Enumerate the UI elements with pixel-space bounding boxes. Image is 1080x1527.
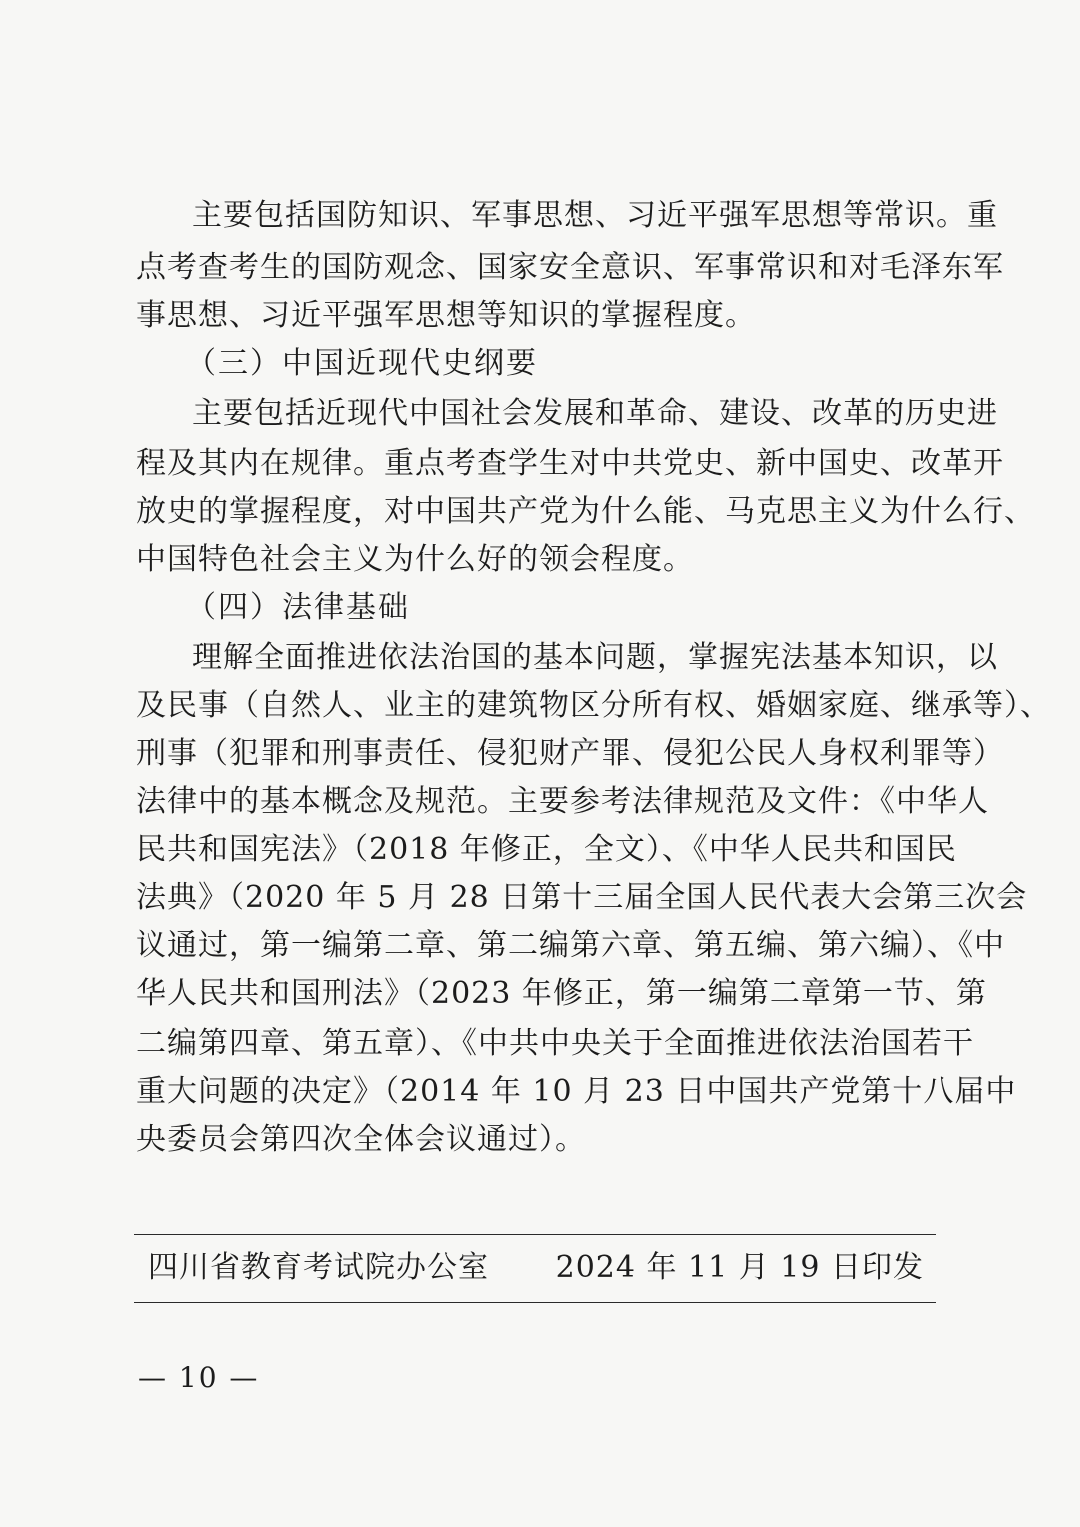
section4-line-4: 法律中的基本概念及规范。主要参考法律规范及文件：《中华人: [136, 784, 989, 819]
section4-line-5: 民共和国宪法》（2018 年修正，全文）、《中华人民共和国民: [136, 832, 957, 867]
section4-line-10: 重大问题的决定》（2014 年 10 月 23 日中国共产党第十八届中: [136, 1074, 1017, 1109]
section4-line-6: 法典》（2020 年 5 月 28 日第十三届全国人民代表大会第三次会: [136, 880, 1028, 915]
section3-line-3: 放史的掌握程度，对中国共产党为什么能、马克思主义为什么行、: [136, 494, 1035, 529]
footer-top-rule: [134, 1234, 936, 1235]
section2-line-1: 主要包括国防知识、军事思想、习近平强军思想等常识。重: [192, 198, 998, 233]
section3-line-4: 中国特色社会主义为什么好的领会程度。: [136, 542, 694, 577]
section3-heading: （三）中国近现代史纲要: [186, 346, 538, 381]
issue-date: 2024 年 11 月 19 日印发: [555, 1250, 924, 1285]
section3-line-2: 程及其内在规律。重点考查学生对中共党史、新中国史、改革开: [136, 446, 1004, 481]
section2-line-3: 事思想、习近平强军思想等知识的掌握程度。: [136, 298, 756, 333]
issuing-organization: 四川省教育考试院办公室: [148, 1250, 489, 1285]
section4-line-8: 华人民共和国刑法》（2023 年修正，第一编第二章第一节、第: [136, 976, 987, 1011]
footer-bottom-rule: [134, 1302, 936, 1303]
section3-line-1: 主要包括近现代中国社会发展和革命、建设、改革的历史进: [192, 396, 998, 431]
section4-line-11: 央委员会第四次全体会议通过）。: [136, 1122, 586, 1157]
section2-line-2: 点考查考生的国防观念、国家安全意识、军事常识和对毛泽东军: [136, 250, 1004, 285]
page-number: — 10 —: [138, 1361, 260, 1394]
section4-line-7: 议通过，第一编第二章、第二编第六章、第五编、第六编）、《中: [136, 928, 1005, 963]
section4-line-3: 刑事（犯罪和刑事责任、侵犯财产罪、侵犯公民人身权利罪等）: [136, 736, 1004, 771]
section4-line-1: 理解全面推进依法治国的基本问题，掌握宪法基本知识，以: [192, 640, 998, 675]
section4-heading: （四）法律基础: [186, 590, 410, 625]
section4-line-2: 及民事（自然人、业主的建筑物区分所有权、婚姻家庭、继承等）、: [136, 688, 1051, 723]
section4-line-9: 二编第四章、第五章）、《中共中央关于全面推进依法治国若干: [136, 1026, 974, 1061]
